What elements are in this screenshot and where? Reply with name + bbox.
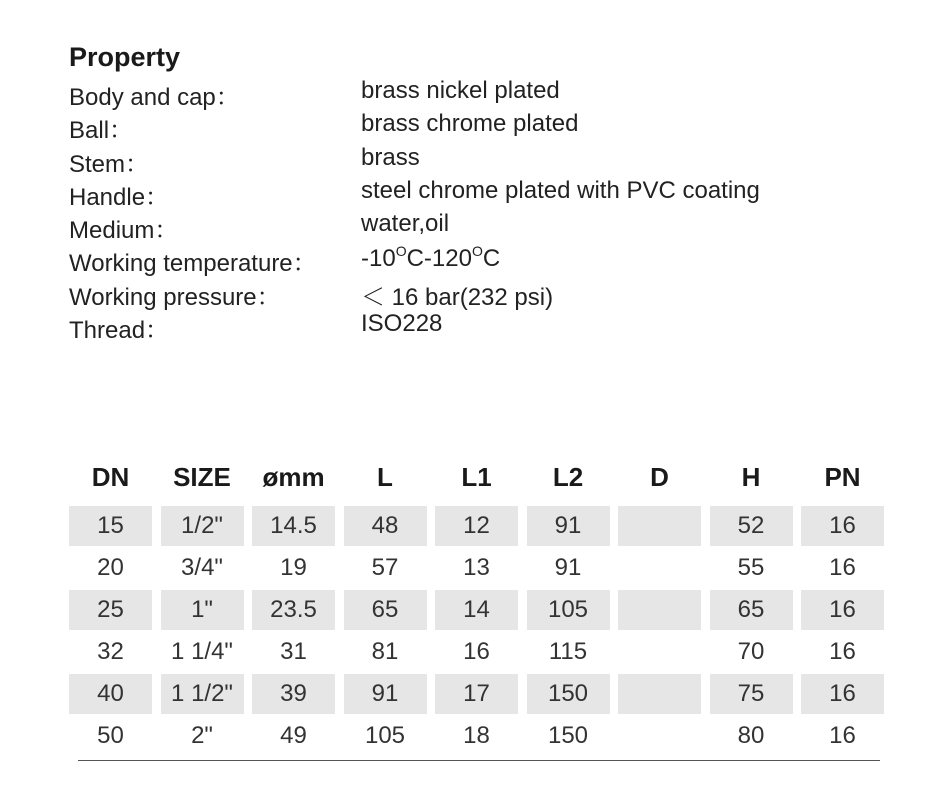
table-cell: 39	[252, 674, 335, 714]
table-cell: 75	[710, 674, 793, 714]
table-cell: 16	[829, 554, 856, 581]
column-header: DN	[91, 462, 130, 492]
table-cell: 65	[344, 590, 427, 630]
property-label: Body and cap：	[69, 84, 240, 111]
table-cell	[618, 674, 701, 714]
table-cell: 17	[435, 674, 518, 714]
column-header: PN	[824, 462, 861, 492]
table-cell: 40	[69, 674, 152, 714]
table-cell	[618, 548, 701, 588]
table-cell: 52	[710, 506, 793, 546]
property-value: brass	[361, 143, 420, 171]
table-cell: 14.5	[252, 506, 335, 546]
property-value: brass nickel plated	[361, 77, 560, 104]
table-cell: 32	[97, 638, 124, 665]
table-cell: 16	[463, 638, 490, 665]
column-header: H	[741, 462, 761, 492]
table-cell: 19	[280, 554, 307, 581]
table-cell: 18	[463, 722, 490, 749]
property-value: brass chrome plated	[361, 110, 579, 138]
table-cell: 16	[801, 590, 884, 630]
table-cell: 31	[280, 638, 307, 665]
table-cell: 20	[97, 554, 124, 581]
property-value: ＜ 16 bar(232 psi)	[361, 283, 554, 311]
table-cell: 16	[829, 638, 856, 665]
table-cell: 150	[527, 674, 610, 714]
property-value: water,oil	[361, 210, 450, 238]
table-cell: 25	[69, 590, 152, 630]
property-label: Working pressure：	[69, 283, 281, 311]
property-label: Thread：	[69, 317, 170, 345]
table-cell	[618, 716, 701, 756]
table-cell: 105	[527, 590, 610, 630]
table-cell: 81	[371, 638, 399, 665]
property-value: ISO228	[361, 310, 443, 338]
degree-sign: O	[395, 243, 407, 260]
table-cell: 65	[710, 590, 793, 630]
table-cell: 15	[69, 506, 152, 546]
property-label: Ball：	[69, 117, 134, 145]
table-cell	[618, 506, 701, 546]
table-cell	[618, 590, 701, 630]
table-cell: 105	[364, 722, 406, 749]
property-value: steel chrome plated with PVC coating	[361, 176, 760, 204]
table-cell: 91	[344, 674, 427, 714]
property-label: Medium：	[69, 217, 179, 245]
property-label: Handle：	[69, 183, 170, 211]
table-cell: 1"	[161, 590, 244, 630]
table-bottom-rule	[78, 760, 880, 761]
table-cell: 50	[97, 722, 124, 749]
table-cell: 16	[829, 722, 856, 749]
table-cell: 91	[527, 506, 610, 546]
table-cell: 12	[435, 506, 518, 546]
table-cell	[618, 632, 701, 672]
table-cell: 55	[737, 554, 765, 581]
table-cell: 16	[801, 674, 884, 714]
table-cell: 13	[463, 554, 490, 581]
degree-sign: O	[471, 243, 483, 260]
table-cell: 49	[280, 722, 307, 749]
temp-min: -10	[361, 245, 396, 273]
table-cell: 91	[554, 554, 582, 581]
table-cell: 1 1/2"	[161, 674, 244, 714]
table-cell: 80	[737, 722, 765, 749]
property-label: Stem：	[69, 150, 150, 178]
column-header: L2	[552, 462, 584, 492]
temp-unit: C	[482, 245, 501, 273]
table-cell: 115	[548, 638, 588, 665]
table-cell: 48	[344, 506, 427, 546]
table-cell: 150	[547, 722, 589, 749]
table-cell: 1 1/4"	[171, 638, 233, 665]
table-cell: 70	[737, 638, 765, 665]
column-header: D	[650, 462, 669, 492]
table-cell: 1/2"	[161, 506, 244, 546]
temperature-value	[361, 243, 500, 273]
column-header: ømm	[262, 462, 325, 492]
property-label: Working temperature：	[69, 250, 317, 278]
table-cell: 23.5	[252, 590, 335, 630]
table-cell: 2"	[191, 722, 213, 749]
table-cell: 57	[371, 554, 399, 581]
column-header: SIZE	[173, 462, 231, 492]
temp-max: C-120	[406, 245, 472, 273]
column-header: L	[377, 462, 393, 492]
column-header: L1	[461, 462, 492, 492]
table-cell: 14	[435, 590, 518, 630]
table-cell: 16	[801, 506, 884, 546]
property-title: Property	[69, 42, 181, 72]
table-cell: 3/4"	[181, 554, 223, 581]
